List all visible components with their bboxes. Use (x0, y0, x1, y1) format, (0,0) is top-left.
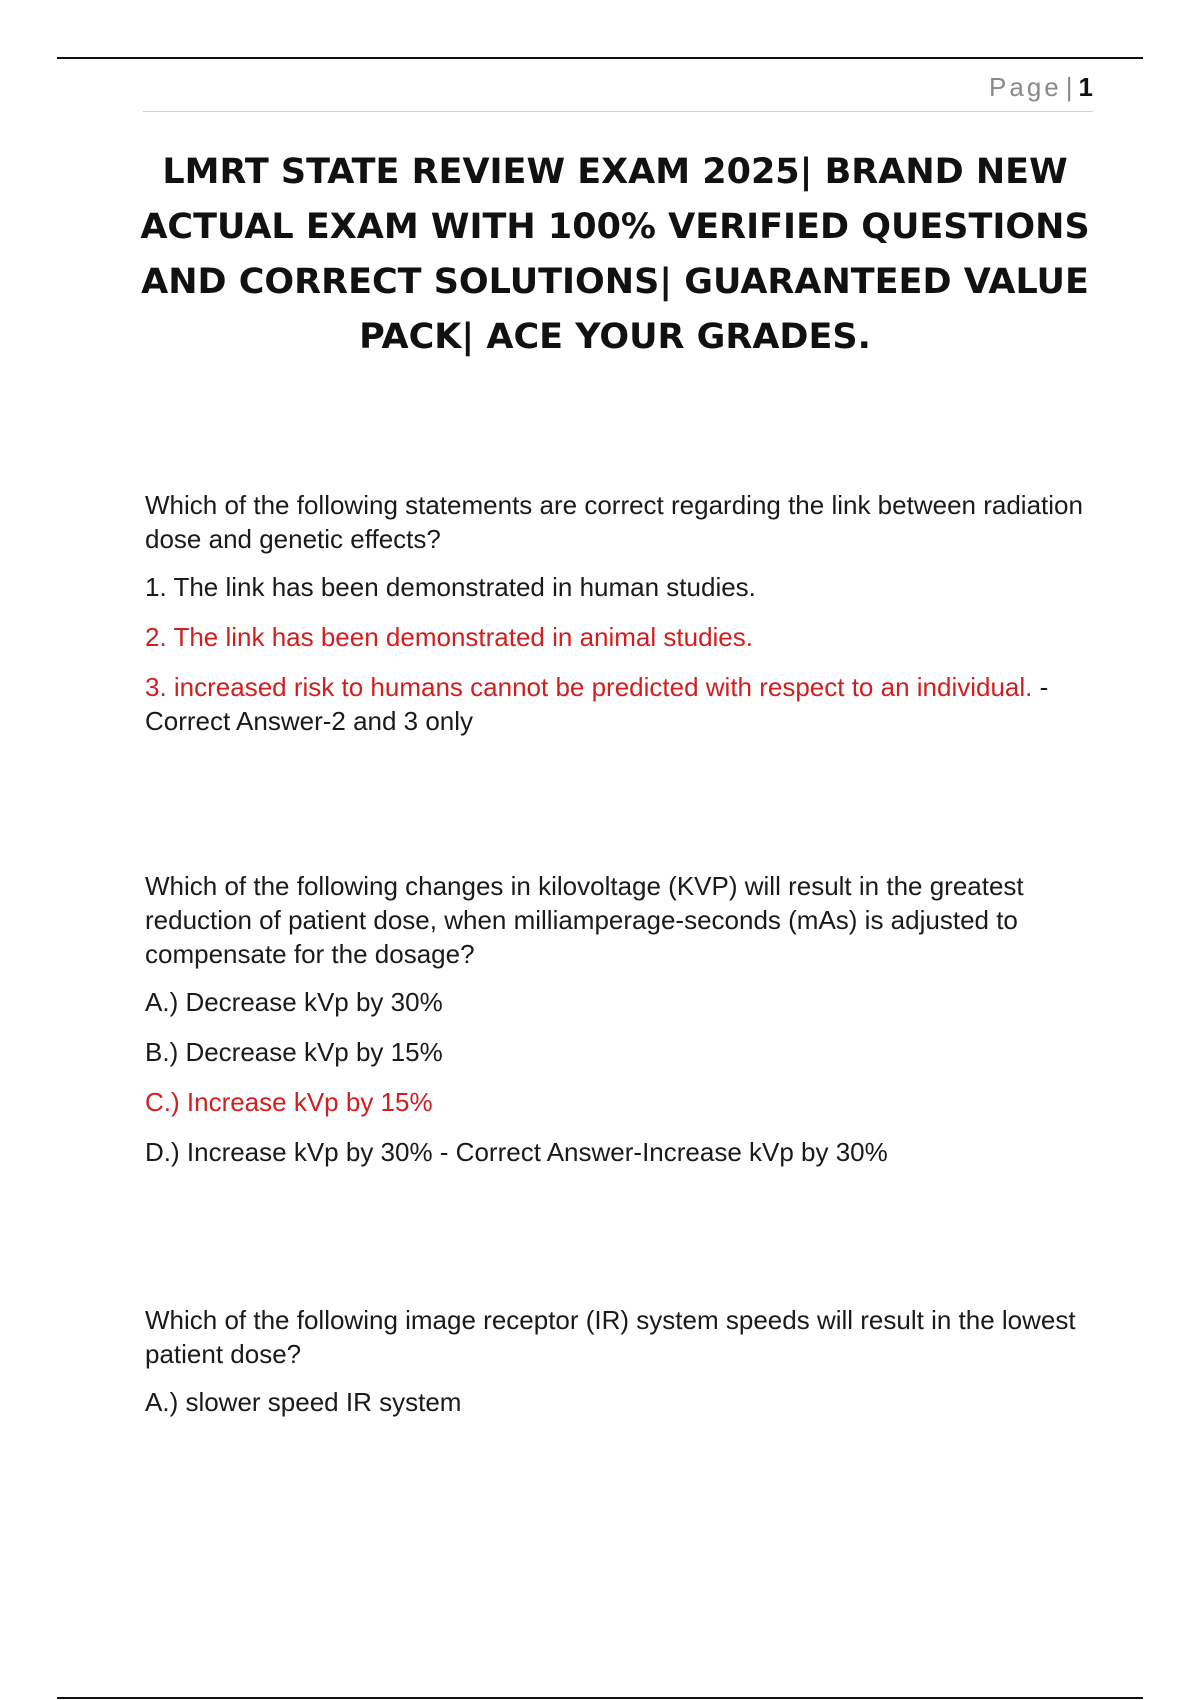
question-option: B.) Decrease kVp by 15% (145, 1037, 443, 1067)
question-text: Which of the following changes in kilovoltage (KVP) will result in the greatest reduction of patient dose, when milliamperage-seconds (mAs) is adjusted to compensate for the dosage? (145, 871, 1024, 969)
bottom-rule (57, 1697, 1143, 1699)
page-header (143, 72, 1093, 112)
question-text: Which of the following image receptor (IR) system speeds will result in the lowest patient dose? (145, 1305, 1076, 1369)
page-separator: | (1065, 72, 1073, 102)
question-option: A.) Decrease kVp by 30% (145, 987, 443, 1017)
question-option: D.) Increase kVp by 30% (145, 1137, 433, 1167)
question-option: 1. The link has been demonstrated in human studies. (145, 572, 756, 602)
correct-answer: - Correct Answer-2 and 3 only (145, 672, 1049, 736)
question-option-highlighted: C.) Increase kVp by 15% (145, 1087, 433, 1117)
question-option-highlighted: 2. The link has been demonstrated in animal studies. (145, 622, 753, 652)
question-block-3 (145, 1303, 1085, 1419)
document-title: LMRT STATE REVIEW EXAM 2025| BRAND NEW ACTUAL EXAM WITH 100% VERIFIED QUESTIONS AND CORRECT SOLUTIONS| GUARANTEED VALUE PACK| ACE YOUR GRADES. (140, 152, 1090, 357)
question-block-2 (145, 869, 1085, 1169)
question-option: A.) slower speed IR system (145, 1387, 462, 1417)
page-label: Page (989, 72, 1062, 102)
question-text: Which of the following statements are correct regarding the link between radiation dose and genetic effects? (145, 490, 1083, 554)
question-option-highlighted: 3. increased risk to humans cannot be predicted with respect to an individual. (145, 672, 1033, 702)
correct-answer: - Correct Answer-Increase kVp by 30% (432, 1137, 888, 1167)
question-block-1 (145, 488, 1085, 738)
document-body (145, 488, 1085, 1435)
page-number: 1 (1078, 72, 1093, 102)
top-rule (57, 57, 1143, 59)
